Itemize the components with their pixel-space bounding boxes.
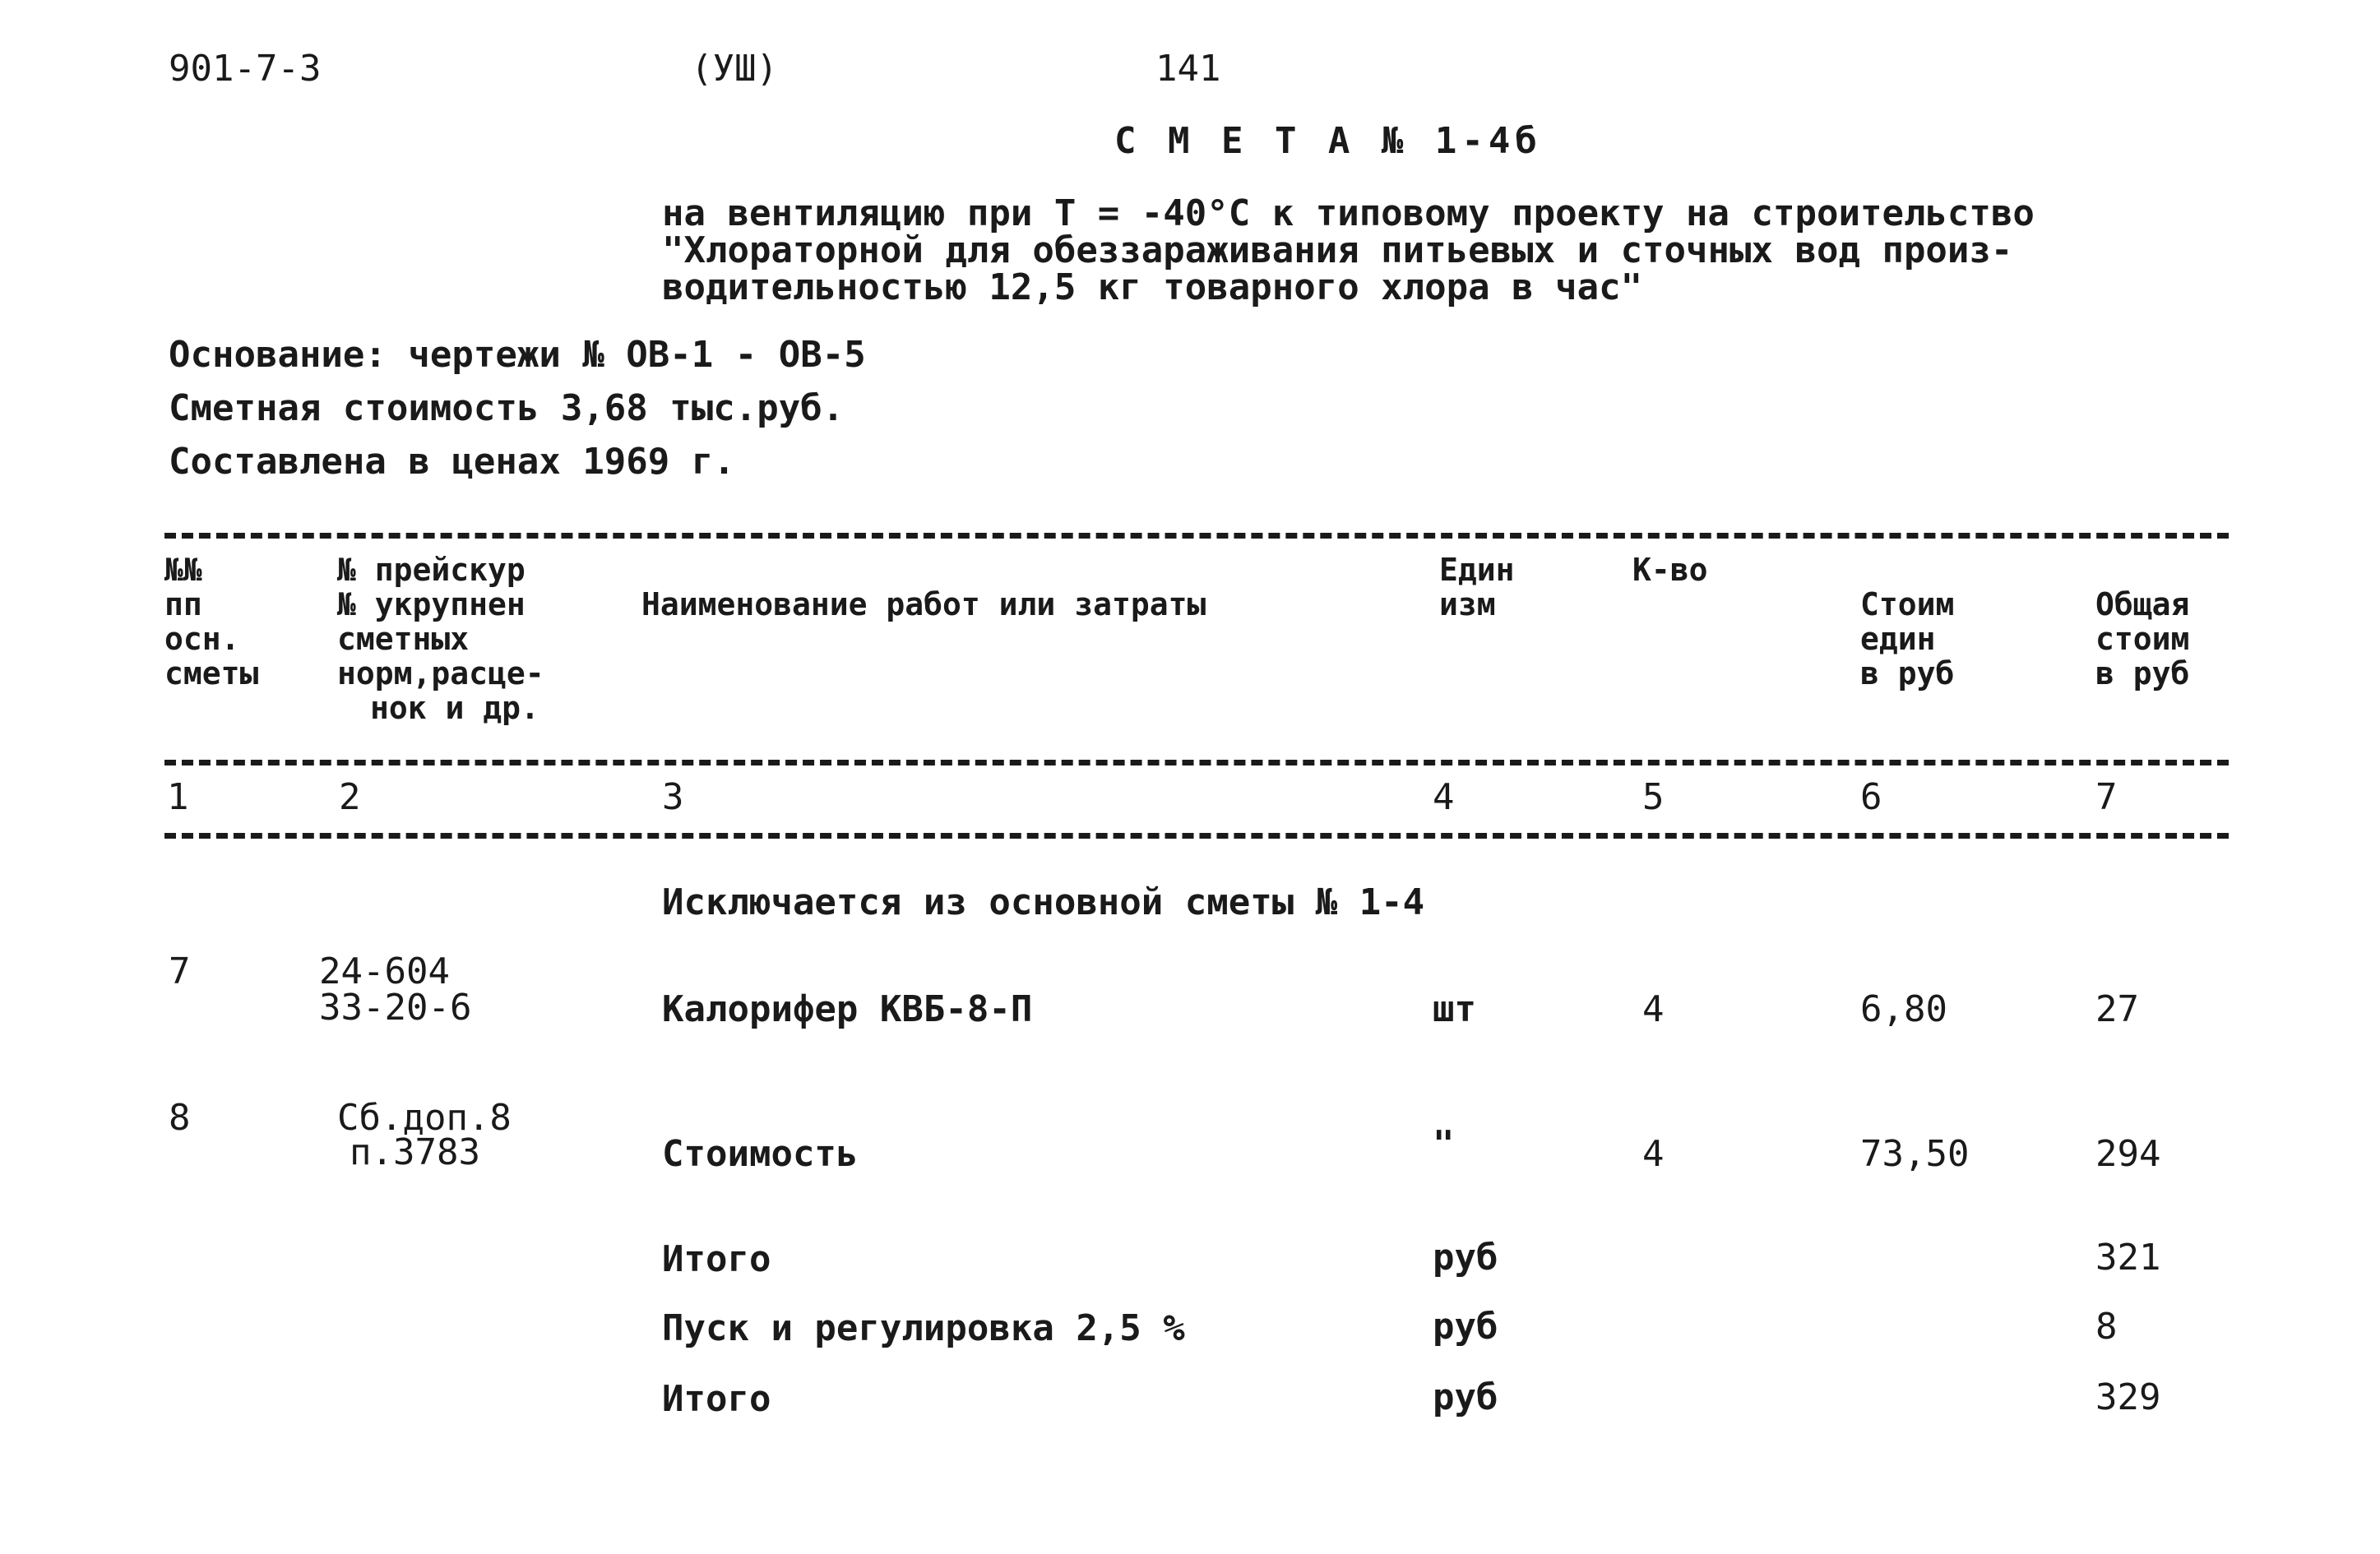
row-code-2: п.3783 [350, 1131, 480, 1173]
section-note: Исключается из основной сметы № 1-4 [662, 881, 1425, 923]
col6-header: Стоим един в руб [1860, 586, 1955, 691]
col7-header: Общая стоим в руб [2095, 586, 2190, 691]
startup-value: 8 [2095, 1306, 2118, 1348]
startup-unit: руб [1433, 1306, 1498, 1348]
table-rule-top [164, 533, 2229, 539]
total-value: 321 [2095, 1237, 2161, 1279]
col-number-4: 4 [1433, 776, 1455, 818]
grand-total-unit: руб [1433, 1376, 1498, 1418]
row-name: Калорифер КВБ-8-П [662, 988, 1033, 1030]
row-qty: 4 [1642, 988, 1665, 1030]
row-price: 6,80 [1860, 988, 1947, 1030]
row-number: 7 [169, 950, 191, 992]
row-code-2: 33-20-6 [319, 987, 472, 1029]
row-unit: шт [1433, 988, 1476, 1030]
col-number-3: 3 [662, 776, 684, 818]
col-number-1: 1 [167, 776, 189, 818]
row-total: 294 [2095, 1133, 2161, 1175]
document-title: С М Е Т А № 1-4б [1114, 120, 1542, 162]
document-code: 901-7-3 [169, 48, 322, 90]
col5-header: К-во [1632, 552, 1708, 588]
col4-header: Един изм [1439, 552, 1515, 622]
cost-line: Сметная стоимость 3,68 тыс.руб. [169, 387, 845, 429]
row-number: 8 [169, 1097, 191, 1139]
startup-label: Пуск и регулировка 2,5 % [662, 1307, 1185, 1349]
subtitle-line-3: водительностью 12,5 кг товарного хлора в час" [662, 266, 1643, 308]
row-qty: 4 [1642, 1133, 1665, 1175]
row-total: 27 [2095, 988, 2139, 1030]
subtitle-line-2: "Хлораторной для обеззараживания питьевых и сточных вод произ- [662, 229, 2013, 271]
col-number-2: 2 [339, 776, 361, 818]
row-code-1: 24-604 [319, 950, 450, 992]
grand-total-label: Итого [662, 1378, 771, 1420]
total-unit: руб [1433, 1237, 1498, 1279]
col-number-6: 6 [1860, 776, 1882, 818]
row-unit: " [1433, 1123, 1455, 1165]
total-label: Итого [662, 1238, 771, 1280]
subtitle-line-1: на вентиляцию при Т = -40°С к типовому проекту на строительство [662, 192, 2035, 234]
row-name: Стоимость [662, 1133, 859, 1175]
col2-header: № прейскур № укрупнен сметных норм,расце- нок и др. [337, 552, 544, 726]
volume-label: (УШ) [691, 48, 778, 90]
col1-header: №№ пп осн. сметы [164, 552, 259, 691]
col-number-5: 5 [1642, 776, 1665, 818]
page-number: 141 [1155, 48, 1221, 90]
prices-year-line: Составлена в ценах 1969 г. [169, 441, 735, 483]
grand-total-value: 329 [2095, 1376, 2161, 1418]
row-code-1: Сб.доп.8 [337, 1097, 512, 1139]
row-price: 73,50 [1860, 1133, 1970, 1175]
col-number-7: 7 [2095, 776, 2118, 818]
col3-header: Наименование работ или затраты [641, 586, 1206, 622]
basis-line: Основание: чертежи № ОВ-1 - ОВ-5 [169, 334, 866, 376]
table-rule-numbers [164, 833, 2229, 839]
table-rule-header [164, 760, 2229, 765]
